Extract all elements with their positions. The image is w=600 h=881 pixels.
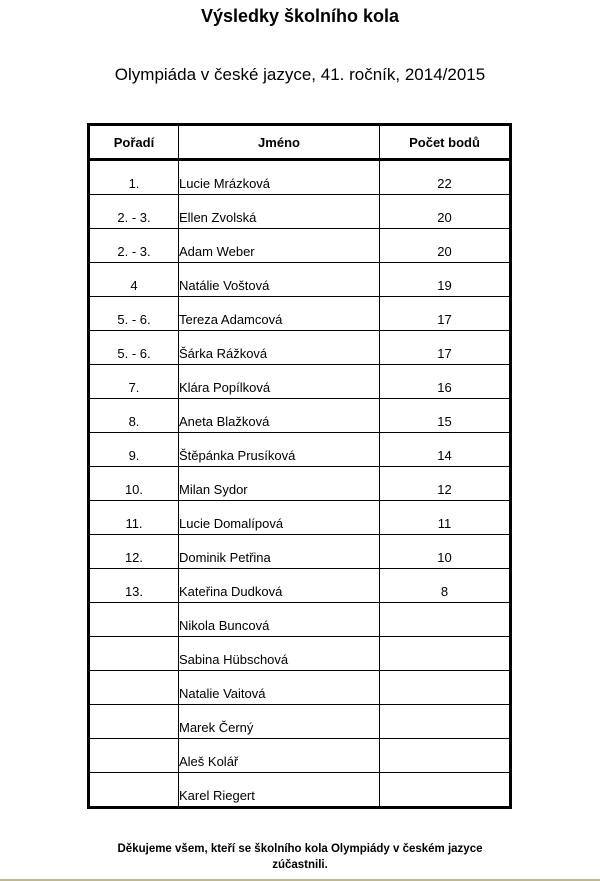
rank-cell [89,297,179,331]
rank-cell-text: 2. - 3. [117,244,151,259]
rank-cell-text: 4 [130,278,138,293]
rank-cell [89,569,179,603]
name-cell-text: Lucie Mrázková [179,176,271,191]
name-cell-text: Sabina Hübschová [179,652,289,667]
name-cell [179,365,380,399]
rank-cell [89,195,179,229]
rank-cell-text: 11. [125,516,143,531]
rank-cell-text: 8. [128,414,140,429]
rank-cell [89,535,179,569]
name-cell-text: Natalie Vaitová [179,686,266,701]
points-cell [380,365,511,399]
table-row [89,603,511,637]
name-cell-text: Karel Riegert [179,788,255,803]
table-row [89,365,511,399]
table-header-row [89,125,511,160]
points-cell [380,569,511,603]
header-rank: Pořadí [89,125,179,160]
points-cell [380,739,511,773]
table-row [89,535,511,569]
table-row [89,467,511,501]
points-cell [380,331,511,365]
name-cell-text: Marek Černý [179,720,254,735]
name-cell [179,467,380,501]
name-cell [179,739,380,773]
rank-cell [89,399,179,433]
points-cell-text: 19 [437,278,452,293]
points-cell [380,637,511,671]
name-cell-text: Klára Popílková [179,380,271,395]
points-cell-text: 17 [437,346,452,361]
rank-cell [89,637,179,671]
points-cell [380,229,511,263]
name-cell [179,773,380,808]
points-cell [380,535,511,569]
table-row [89,501,511,535]
page-title: Výsledky školního kola [200,6,400,26]
rank-cell [89,467,179,501]
name-cell [179,399,380,433]
name-cell-text: Lucie Domalípová [179,516,284,531]
name-cell [179,671,380,705]
name-cell-text: Nikola Buncová [179,618,270,633]
table-row [89,399,511,433]
header-points: Počet bodů [380,125,511,160]
points-cell-text: 20 [437,244,452,259]
rank-cell [89,773,179,808]
header-name: Jméno [179,125,380,160]
table-row [89,229,511,263]
results-table [87,123,512,809]
rank-cell-text: 2. - 3. [117,210,151,225]
points-cell [380,467,511,501]
points-cell [380,195,511,229]
thank-you-line-1: Děkujeme všem, kteří se školního kola Olympiády v českém jazyce [117,843,483,855]
name-cell [179,229,380,263]
rank-cell [89,263,179,297]
table-row [89,705,511,739]
name-cell [179,433,380,467]
table-row [89,263,511,297]
name-cell [179,569,380,603]
name-cell [179,705,380,739]
rank-cell [89,603,179,637]
name-cell-text: Adam Weber [179,244,255,259]
points-cell-text: 8 [440,584,449,599]
name-cell [179,331,380,365]
rank-cell-text: 9. [128,448,140,463]
points-cell [380,297,511,331]
name-cell-text: Aleš Kolář [179,754,239,769]
rank-cell-text: 13. [124,584,144,599]
name-cell-text: Natálie Voštová [179,278,270,293]
points-cell-text: 15 [437,414,452,429]
table-row [89,637,511,671]
points-cell [380,773,511,808]
name-cell-text: Aneta Blažková [179,414,270,429]
points-cell-text: 11 [437,516,452,531]
name-cell-text: Dominik Petřina [179,550,271,565]
points-cell [380,705,511,739]
points-cell-text: 16 [437,380,452,395]
name-cell [179,637,380,671]
rank-cell [89,501,179,535]
rank-cell [89,229,179,263]
page-subtitle: Olympiáda v české jazyce, 41. ročník, 2014/2015 [114,65,486,84]
name-cell-text: Tereza Adamcová [179,312,283,327]
table-row [89,160,511,195]
name-cell-text: Ellen Zvolská [179,210,257,225]
rank-cell-text: 7. [128,380,140,395]
name-cell [179,535,380,569]
table-row [89,297,511,331]
table-row [89,773,511,808]
rank-cell-text: 12. [124,550,144,565]
table-row [89,739,511,773]
name-cell [179,501,380,535]
thank-you-line-2: zúčastnili. [272,859,328,871]
points-cell [380,603,511,637]
points-cell [380,160,511,195]
thank-you-note [80,841,520,873]
points-cell [380,399,511,433]
rank-cell [89,739,179,773]
points-cell [380,501,511,535]
points-cell-text: 14 [437,448,452,463]
rank-cell [89,331,179,365]
name-cell [179,263,380,297]
points-cell [380,671,511,705]
rank-cell [89,160,179,195]
name-cell [179,603,380,637]
rank-cell-text: 5. - 6. [117,312,151,327]
table-row [89,195,511,229]
rank-cell [89,365,179,399]
rank-cell-text: 1. [128,176,140,191]
table-row [89,433,511,467]
points-cell [380,263,511,297]
points-cell-text: 10 [437,550,452,565]
table-row [89,569,511,603]
name-cell-text: Štěpánka Prusíková [179,448,296,463]
name-cell [179,297,380,331]
table-row [89,331,511,365]
name-cell-text: Kateřina Dudková [179,584,283,599]
table-row [89,671,511,705]
name-cell-text: Šárka Rážková [179,346,268,361]
rank-cell-text: 10. [124,482,144,497]
rank-cell [89,671,179,705]
points-cell [380,433,511,467]
rank-cell [89,433,179,467]
points-cell-text: 20 [437,210,452,225]
name-cell [179,195,380,229]
name-cell [179,160,380,195]
rank-cell [89,705,179,739]
name-cell-text: Milan Sydor [179,482,248,497]
points-cell-text: 12 [437,482,452,497]
rank-cell-text: 5. - 6. [117,346,151,361]
results-body [89,160,511,808]
points-cell-text: 22 [437,176,452,191]
points-cell-text: 17 [437,312,452,327]
